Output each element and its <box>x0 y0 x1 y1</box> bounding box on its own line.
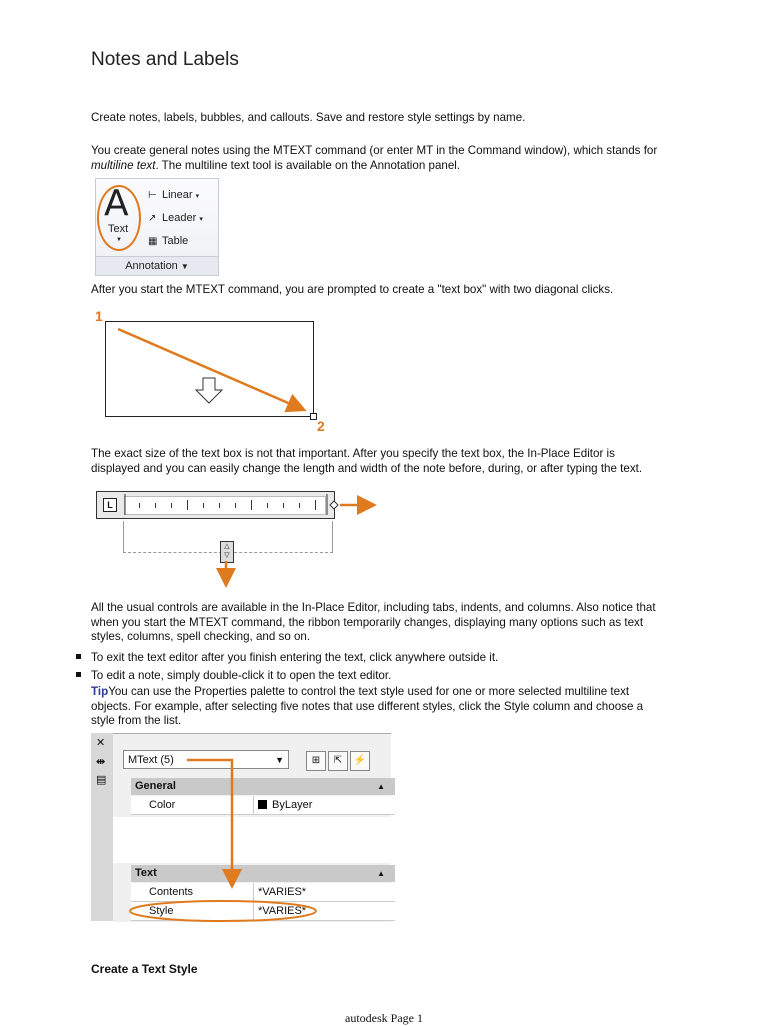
ruler-tick <box>267 503 268 508</box>
select-objects-button[interactable]: ⇱ <box>328 751 348 771</box>
color-swatch-icon <box>258 800 267 809</box>
chevron-down-icon: ▾ <box>195 193 200 200</box>
tip-label: Tip <box>91 685 109 698</box>
ruler-scale[interactable] <box>124 496 326 515</box>
palette-body <box>113 733 391 922</box>
annotation-panel <box>95 178 219 276</box>
ruler-tick <box>187 500 188 510</box>
linear-dimension-icon: ⊢ <box>148 190 157 201</box>
tab-type-selector[interactable]: L <box>103 498 117 512</box>
close-icon[interactable]: ✕ <box>96 736 106 749</box>
collapse-icon: ▲ <box>377 782 385 791</box>
ruler-tick <box>171 503 172 508</box>
ruler-tick <box>203 503 204 508</box>
text-dropdown-icon[interactable]: ▼ <box>116 237 122 243</box>
height-resize-handle[interactable]: △ ▽ <box>220 541 234 563</box>
editor-paragraph: The exact size of the text box is not that important. After you specify the text box, the In-Place Editor is displayed and you can easily change the length and width of the note before, during, or after typing the text. <box>91 447 643 475</box>
click-label-1: 1 <box>95 308 103 324</box>
bullet-icon <box>76 654 81 659</box>
ruler-tick <box>251 500 252 510</box>
mtext-paragraph-line1: You create general notes using the MTEXT command (or enter MT in the Command window), which stands for <box>91 144 658 157</box>
text-tool-icon[interactable]: A <box>104 183 129 224</box>
ruler-tick <box>155 503 156 508</box>
mtext-paragraph-line2: . The multiline text tool is available on the Annotation panel. <box>155 158 461 172</box>
chevron-down-icon: ▼ <box>180 262 189 271</box>
properties-palette <box>91 733 391 921</box>
bullet-icon <box>76 672 81 677</box>
ruler-tick <box>235 503 236 508</box>
mtext-paragraph <box>91 144 691 173</box>
list-item: To exit the text editor after you finish entering the text, click anywhere outside it. <box>76 651 498 666</box>
leader-tool[interactable]: ↗ Leader ▾ <box>148 212 203 224</box>
auto-hide-icon[interactable]: ⇹ <box>96 755 106 768</box>
text-tool-label[interactable]: Text <box>108 223 129 235</box>
ruler-tick <box>139 503 140 508</box>
text-box-paragraph: After you start the MTEXT command, you are prompted to create a "text box" with two diagonal clicks. <box>91 283 614 296</box>
cropped-gap <box>113 817 391 863</box>
collapse-icon: ▲ <box>377 869 385 878</box>
table-tool[interactable]: ▦ Table <box>148 235 189 247</box>
chevron-down-icon: ▼ <box>275 755 284 765</box>
table-icon: ▦ <box>148 236 158 247</box>
ruler-tick <box>219 503 220 508</box>
general-section-header[interactable]: General ▲ <box>131 778 395 795</box>
ruler-tick <box>299 503 300 508</box>
leader-icon: ↗ <box>148 213 157 224</box>
text-box-diagram <box>105 321 314 417</box>
controls-paragraph: All the usual controls are available in the In-Place Editor, including tabs, indents, and columns. Also notice that when you start the MTEXT command, the ribbon temporarily changes, displaying many options such as text styles, columns, spell checking, and so on. <box>91 601 656 643</box>
click-label-2: 2 <box>317 418 325 434</box>
table-row[interactable]: Style *VARIES* <box>131 902 395 921</box>
page-footer: autodesk Page 1 <box>345 1011 423 1025</box>
corner-grip <box>310 413 317 420</box>
intro-paragraph: Create notes, labels, bubbles, and callouts. Save and restore style settings by name. <box>91 111 526 124</box>
list-item: To edit a note, simply double-click it to open the text editor. <box>76 669 391 684</box>
section-heading: Create a Text Style <box>91 962 198 976</box>
page-title: Notes and Labels <box>91 49 239 70</box>
annotation-panel-footer[interactable]: Annotation ▼ <box>96 256 218 275</box>
highlight-circle <box>97 185 141 251</box>
table-row[interactable]: Contents *VARIES* <box>131 883 395 902</box>
tip-block: TipYou can use the Properties palette to control the text style used for one or more selected multiline text objects. For example, after selecting five notes that use different styles, click the Style column and choose a style from the list. <box>91 685 644 727</box>
ruler-tick <box>315 500 316 510</box>
in-place-editor-ruler[interactable] <box>96 491 335 519</box>
toggle-pickadd-button[interactable]: ⊞ <box>306 751 326 771</box>
multiline-text-term: multiline text <box>91 158 156 172</box>
selection-dropdown[interactable]: MText (5) ▼ <box>123 750 289 769</box>
linear-tool[interactable]: ⊢ Linear ▾ <box>148 189 200 201</box>
color-value[interactable]: ByLayer <box>253 796 312 814</box>
table-row[interactable]: Color ByLayer <box>131 796 395 815</box>
properties-menu-icon[interactable]: ▤ <box>96 773 107 786</box>
chevron-down-icon: ▾ <box>199 216 203 223</box>
text-section-header[interactable]: Text ▲ <box>131 865 395 882</box>
palette-title-bar <box>91 733 114 921</box>
ruler-tick <box>283 503 284 508</box>
quick-select-button[interactable]: ⚡ <box>350 751 370 771</box>
